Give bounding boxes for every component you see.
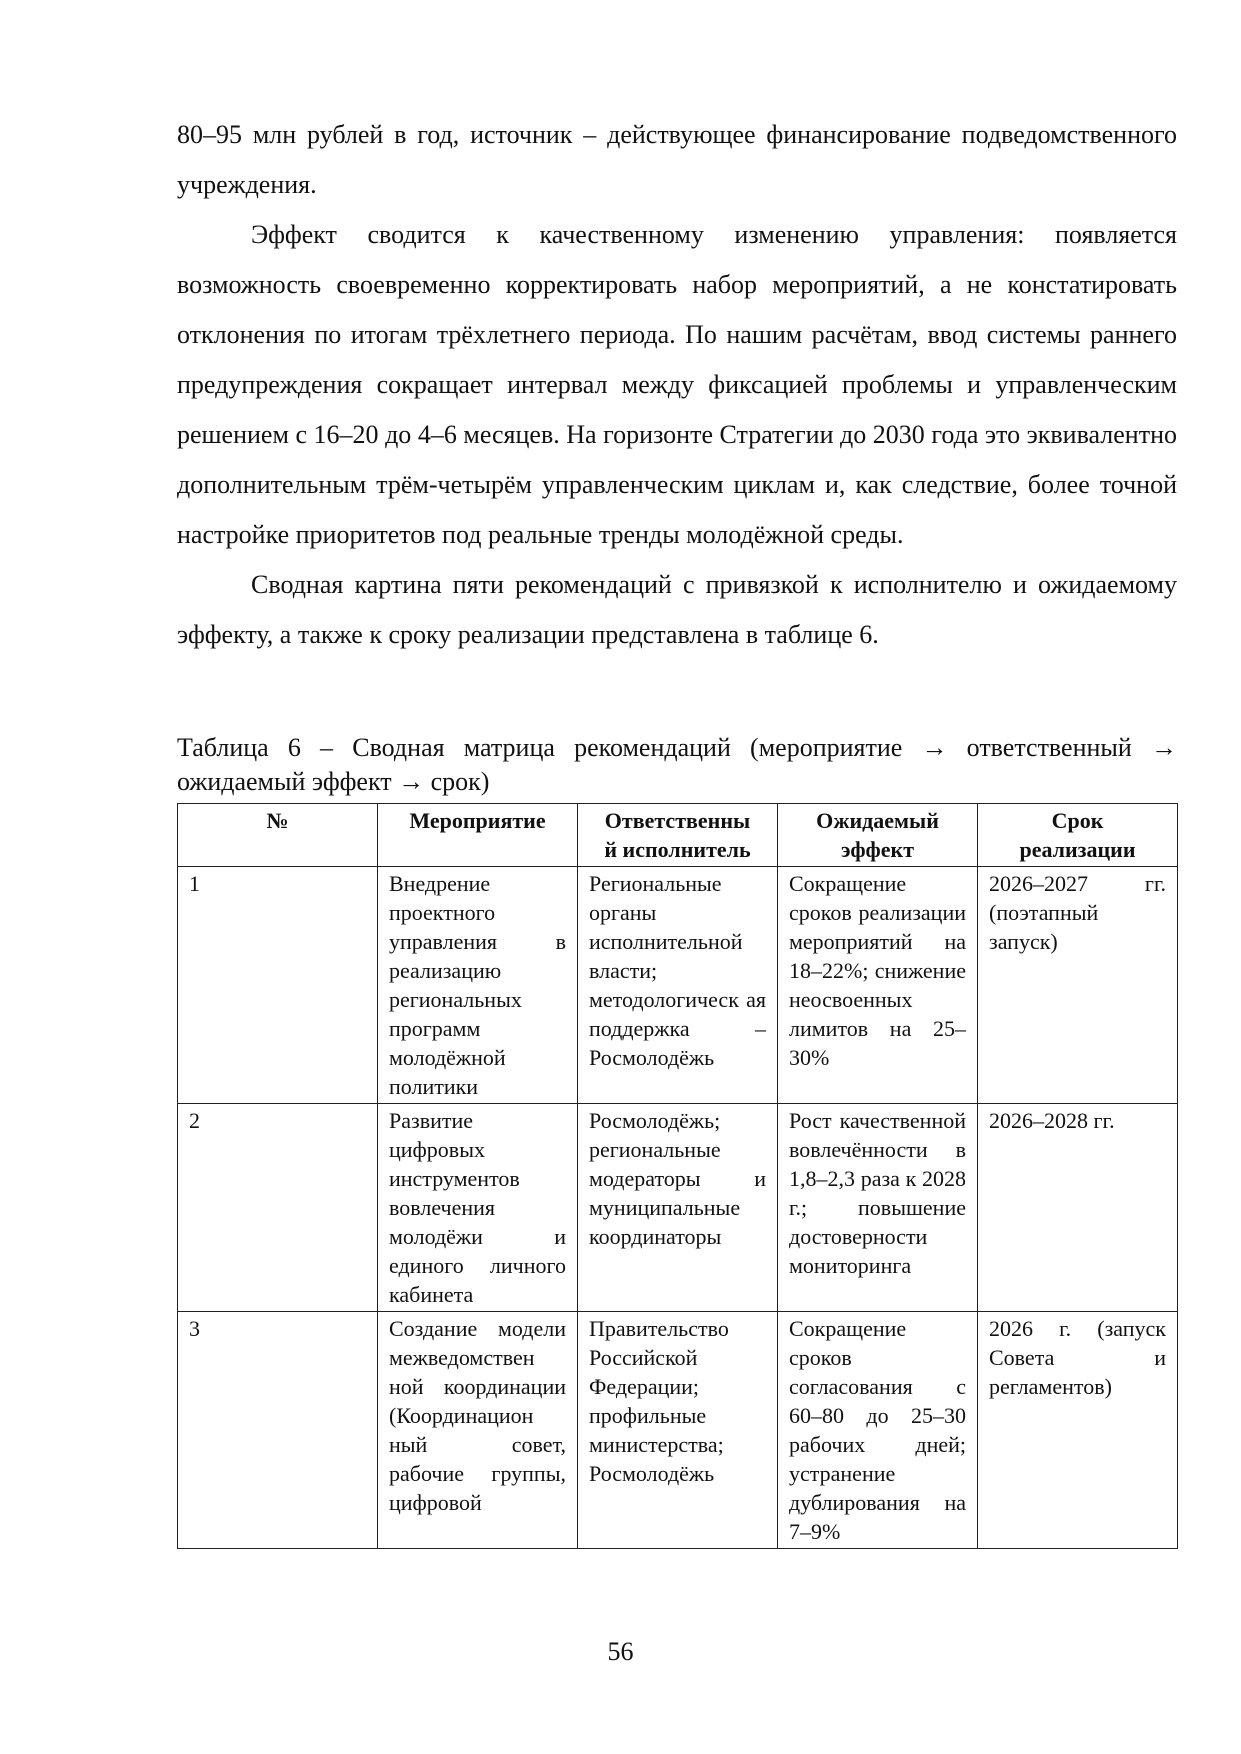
row-number: 2: [178, 1104, 378, 1312]
row-effect: Рост качественной вовлечённости в 1,8–2,3 раза к 2028 г.; повышение достоверности мониторинга: [778, 1104, 978, 1312]
row-responsible: Росмолодёжь; региональные модераторы и муниципальные координаторы: [578, 1104, 778, 1312]
row-number: 1: [178, 867, 378, 1104]
header-measure: Мероприятие: [378, 804, 578, 867]
table-row: [178, 867, 1178, 1104]
table-row: [178, 1312, 1178, 1549]
paragraph: 80–95 млн рублей в год, источник – действующее финансирование подведомственного учреждения.: [177, 120, 1177, 199]
header-effect: Ожидаемый эффект: [778, 804, 978, 867]
row-effect: Сокращение сроков реализации мероприятий на 18–22%; снижение неосвоенных лимитов на 25–30%: [778, 867, 978, 1104]
recommendations-table: [177, 803, 1178, 1549]
row-number: 3: [178, 1312, 378, 1549]
header-responsible: Ответственны й исполнитель: [578, 804, 778, 867]
header-deadline: Срок реализации: [978, 804, 1178, 867]
row-deadline: 2026 г. (запуск Совета и регламентов): [978, 1312, 1178, 1549]
body-text: [177, 110, 1177, 660]
row-measure: Создание модели межведомствен ной координации (Координацион ный совет, рабочие группы, цифровой: [378, 1312, 578, 1549]
row-measure: Развитие цифровых инструментов вовлечения молодёжи и единого личного кабинета: [378, 1104, 578, 1312]
paragraph: Эффект сводится к качественному изменению управления: появляется возможность своевременно корректировать набор мероприятий, а не констатировать отклонения по итогам трёхлетнего периода. По нашим расчётам, ввод системы раннего предупреждения сокращает интервал между фиксацией проблемы и управленческим решением с 16–20 до 4–6 месяцев. На горизонте Стратегии до 2030 года это эквивалентно дополнительным трём-четырём управленческим циклам и, как следствие, более точной настройке приоритетов под реальные тренды молодёжной среды.: [177, 220, 1177, 549]
row-deadline: 2026–2027 гг. (поэтапный запуск): [978, 867, 1178, 1104]
row-effect: Сокращение сроков согласования с 60–80 до 25–30 рабочих дней; устранение дублирования на 7–9%: [778, 1312, 978, 1549]
table-header-row: [178, 804, 1178, 867]
table-row: [178, 1104, 1178, 1312]
page-number: 56: [607, 1637, 634, 1666]
paragraph: Сводная картина пяти рекомендаций с привязкой к исполнителю и ожидаемому эффекту, а также к сроку реализации представлена в таблице 6.: [177, 570, 1177, 649]
row-responsible: Региональные органы исполнительной власти; методологическ ая поддержка – Росмолодёжь: [578, 867, 778, 1104]
row-responsible: Правительство Российской Федерации; профильные министерства; Росмолодёжь: [578, 1312, 778, 1549]
header-number: №: [178, 804, 378, 867]
row-deadline: 2026–2028 гг.: [978, 1104, 1178, 1312]
table-caption: Таблица 6 – Сводная матрица рекомендаций (мероприятие → ответственный → ожидаемый эффект → срок): [177, 733, 1177, 796]
row-measure: Внедрение проектного управления в реализацию региональных программ молодёжной политики: [378, 867, 578, 1104]
